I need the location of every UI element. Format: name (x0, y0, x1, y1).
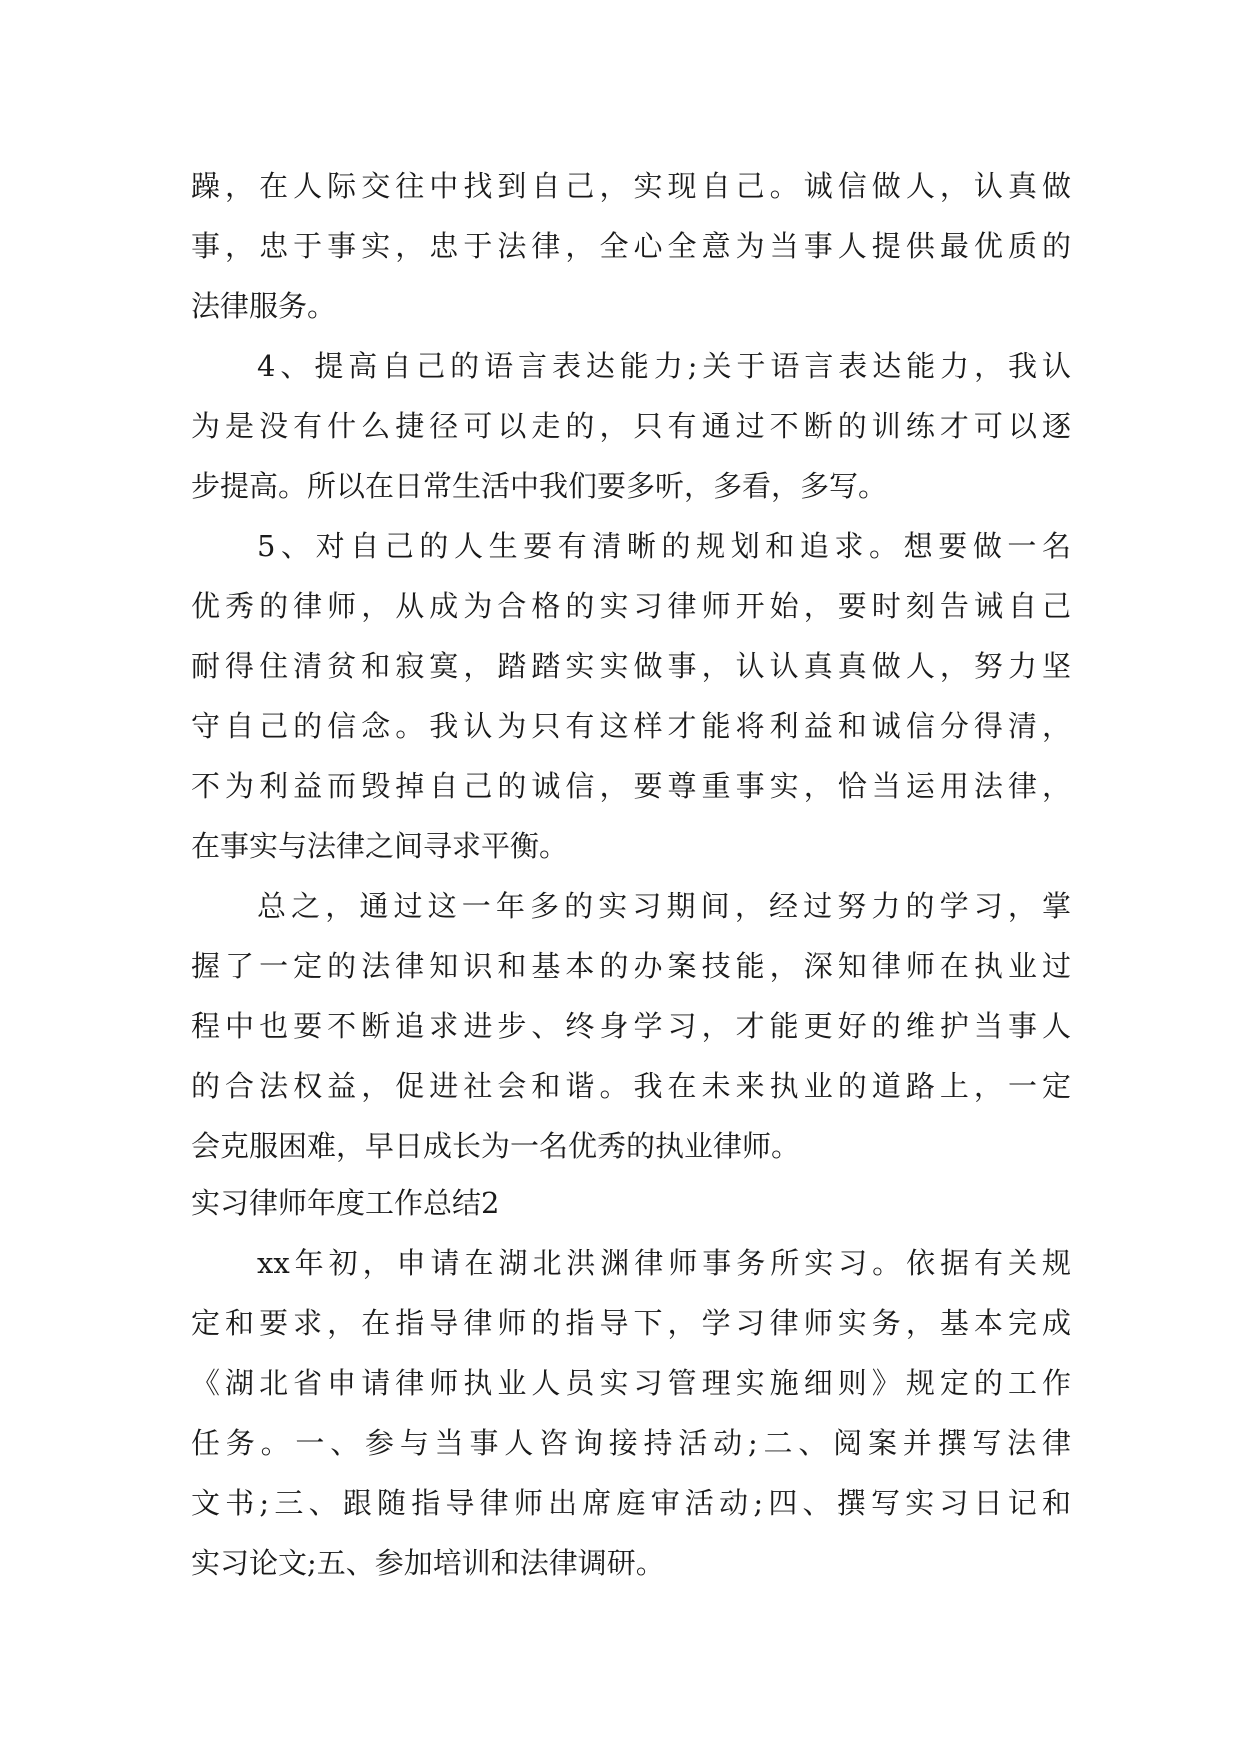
text-line: xx年初，申请在湖北洪渊律师事务所实习。依据有关规 (257, 1246, 1071, 1280)
text-line: 事，忠于事实，忠于法律，全心全意为当事人提供最优质的 (191, 229, 1071, 263)
text-line: 为是没有什么捷径可以走的，只有通过不断的训练才可以逐 (191, 409, 1071, 443)
text-line: 定和要求，在指导律师的指导下，学习律师实务，基本完成 (191, 1306, 1071, 1340)
text-line: 耐得住清贫和寂寞，踏踏实实做事，认认真真做人，努力坚 (191, 649, 1071, 683)
text-line: 4、提高自己的语言表达能力;关于语言表达能力，我认 (257, 349, 1071, 383)
text-line: 优秀的律师，从成为合格的实习律师开始，要时刻告诫自己 (191, 589, 1071, 623)
text-line: 法律服务。 (191, 289, 337, 323)
text-line: 握了一定的法律知识和基本的办案技能，深知律师在执业过 (191, 949, 1071, 983)
text-line: 5、对自己的人生要有清晰的规划和追求。想要做一名 (257, 529, 1071, 563)
text-line: 总之，通过这一年多的实习期间，经过努力的学习，掌 (257, 889, 1071, 923)
text-line: 在事实与法律之间寻求平衡。 (191, 829, 569, 863)
text-line: 守自己的信念。我认为只有这样才能将利益和诚信分得清， (191, 709, 1071, 743)
text-line: 不为利益而毁掉自己的诚信，要尊重事实，恰当运用法律， (191, 769, 1071, 803)
text-line: 程中也要不断追求进步、终身学习，才能更好的维护当事人 (191, 1009, 1071, 1043)
text-line: 文书;三、跟随指导律师出席庭审活动;四、撰写实习日记和 (191, 1486, 1071, 1520)
section-heading: 实习律师年度工作总结2 (191, 1186, 500, 1220)
text-line: 会克服困难，早日成长为一名优秀的执业律师。 (191, 1129, 801, 1163)
text-line: 躁，在人际交往中找到自己，实现自己。诚信做人，认真做 (191, 169, 1071, 203)
text-line: 步提高。所以在日常生活中我们要多听，多看，多写。 (191, 469, 888, 503)
text-line: 任务。一、参与当事人咨询接持活动;二、阅案并撰写法律 (191, 1426, 1071, 1460)
text-line: 实习论文;五、参加培训和法律调研。 (191, 1546, 665, 1580)
text-line: 《湖北省申请律师执业人员实习管理实施细则》规定的工作 (191, 1366, 1071, 1400)
text-line: 的合法权益，促进社会和谐。我在未来执业的道路上，一定 (191, 1069, 1071, 1103)
